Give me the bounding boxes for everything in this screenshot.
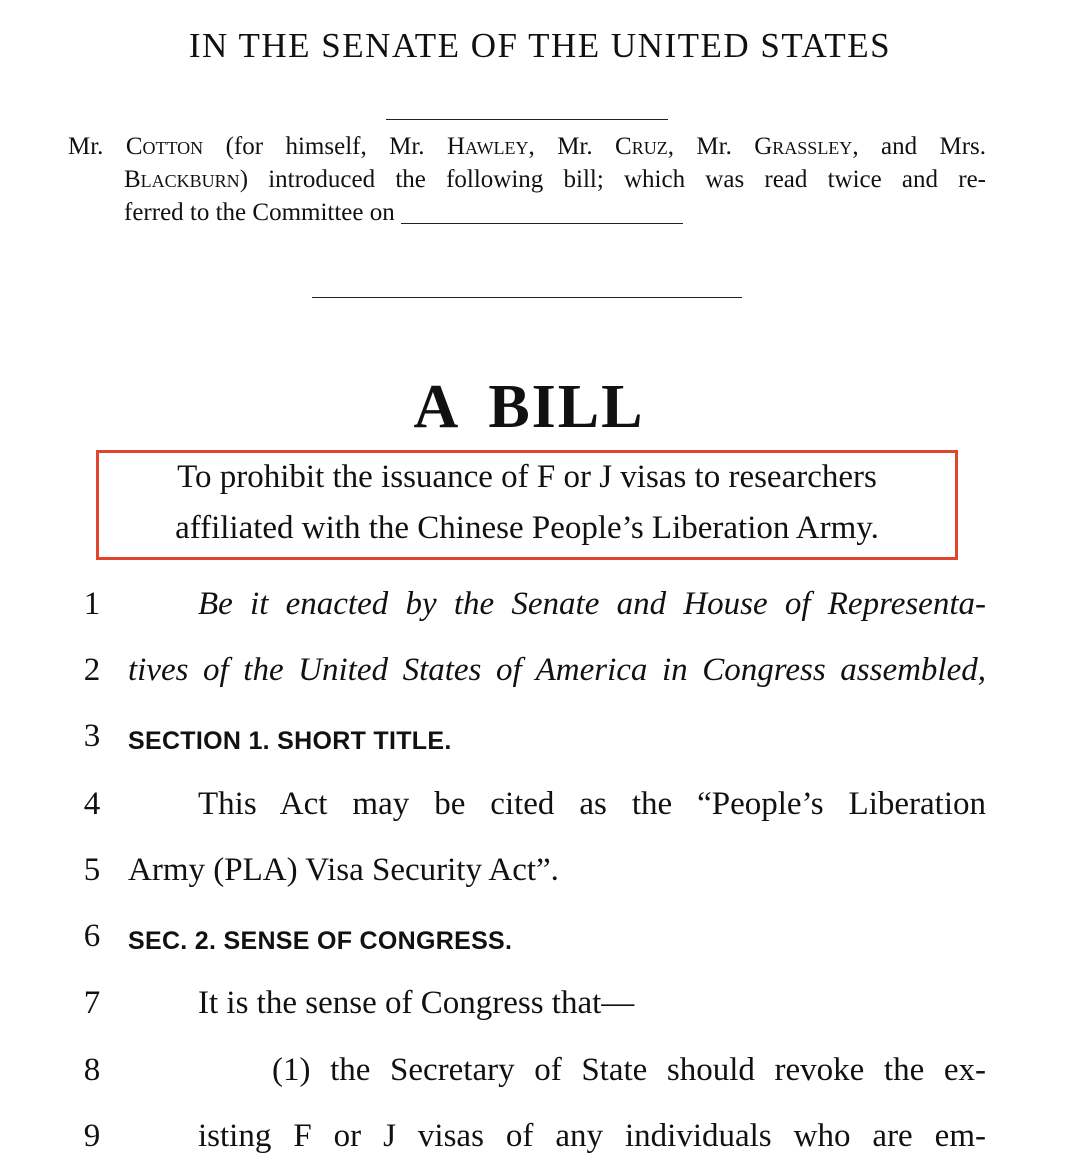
chamber-header: IN THE SENATE OF THE UNITED STATES <box>188 26 892 65</box>
section-heading: SECTION 1. SHORT TITLE. <box>128 727 452 755</box>
paragraph-1-line-2: isting F or J visas of any individuals who are em- <box>198 1118 986 1154</box>
line-number: 1 <box>83 586 101 622</box>
section-heading: SEC. 2. SENSE OF CONGRESS. <box>128 927 513 955</box>
sponsor-paragraph <box>68 130 986 229</box>
sponsor-text: (for himself, Mr. <box>225 133 425 160</box>
bill-title: A BILL <box>413 373 645 441</box>
sponsor-separator: , Mr. <box>528 133 593 160</box>
sponsor-line-3 <box>68 196 986 229</box>
line-number: 9 <box>83 1118 101 1154</box>
sponsor-name-hawley: Hawley <box>446 133 529 160</box>
sponsor-name-grassley: Grassley <box>754 133 853 160</box>
paragraph-1-line-1: (1) the Secretary of State should revoke the ex- <box>272 1052 986 1088</box>
short-title-line-2: Army (PLA) Visa Security Act”. <box>128 852 559 888</box>
sponsor-separator: , Mr. <box>667 133 732 160</box>
purpose-line-2: affiliated with the Chinese People’s Liberation Army. <box>175 510 879 546</box>
sponsor-line-1 <box>68 130 986 163</box>
line-number: 3 <box>83 718 101 754</box>
purpose-line-1: To prohibit the issuance of F or J visas to researchers <box>177 459 877 495</box>
line-number: 6 <box>83 918 101 954</box>
sponsor-text: ) introduced the following bill; which was read twice and re- <box>239 166 986 193</box>
line-number: 5 <box>83 852 101 888</box>
line-number: 2 <box>83 652 101 688</box>
sponsor-name-blackburn: Blackburn <box>124 166 240 193</box>
committee-text: ferred to the Committee on <box>124 199 395 226</box>
sponsor-line-2 <box>68 163 986 196</box>
sponsor-separator: , and Mrs. <box>852 133 987 160</box>
enacting-clause-line-1: Be it enacted by the Senate and House of Representa- <box>198 586 986 622</box>
line-number: 4 <box>83 786 101 822</box>
sponsor-prefix: Mr. <box>68 133 104 160</box>
section-divider <box>312 297 742 298</box>
sense-of-congress-line: It is the sense of Congress that— <box>198 985 635 1021</box>
enacting-clause-line-2: tives of the United States of America in Congress assembled, <box>128 652 986 688</box>
short-title-line-1: This Act may be cited as the “People’s Liberation <box>198 786 986 822</box>
line-number: 8 <box>83 1052 101 1088</box>
purpose-highlight-box <box>96 450 958 560</box>
sponsor-name-cotton: Cotton <box>125 133 204 160</box>
line-number: 7 <box>83 985 101 1021</box>
header-divider <box>386 119 668 120</box>
sponsor-name-cruz: Cruz <box>615 133 668 160</box>
committee-blank <box>401 223 683 224</box>
